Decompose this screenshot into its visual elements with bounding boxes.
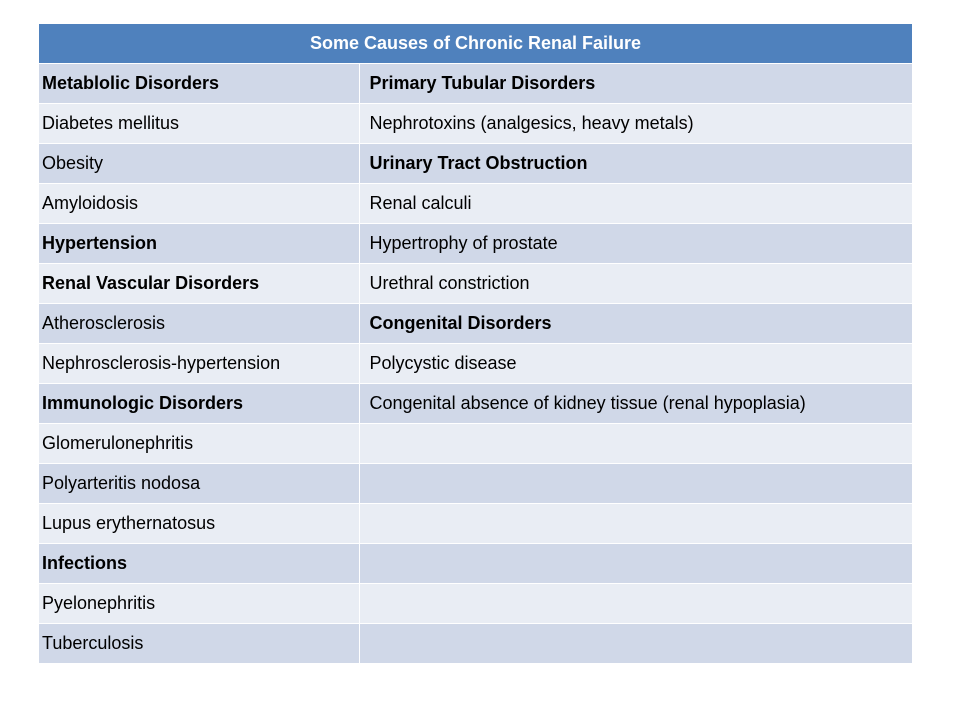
cell-cause-left: Diabetes mellitus — [39, 104, 359, 144]
cell-cause-left: Polyarteritis nodosa — [39, 464, 359, 504]
cell-cause-right — [359, 424, 912, 464]
cell-cause-left: Lupus erythernatosus — [39, 504, 359, 544]
table-row — [39, 544, 912, 584]
table-row — [39, 344, 912, 384]
cell-cause-left: Tuberculosis — [39, 624, 359, 664]
cell-cause-left: Renal Vascular Disorders — [39, 264, 359, 304]
cell-cause-right — [359, 584, 912, 624]
cell-cause-right: Renal calculi — [359, 184, 912, 224]
cell-cause-right: Primary Tubular Disorders — [359, 64, 912, 104]
cell-cause-right: Urethral constriction — [359, 264, 912, 304]
cell-cause-left: Metablolic Disorders — [39, 64, 359, 104]
table-row — [39, 584, 912, 624]
cell-cause-left: Infections — [39, 544, 359, 584]
table-row — [39, 424, 912, 464]
causes-table — [39, 24, 912, 663]
cell-cause-right — [359, 544, 912, 584]
table-row — [39, 304, 912, 344]
table-row — [39, 184, 912, 224]
cell-cause-right: Polycystic disease — [359, 344, 912, 384]
cell-cause-left: Nephrosclerosis-hypertension — [39, 344, 359, 384]
cell-cause-right: Nephrotoxins (analgesics, heavy metals) — [359, 104, 912, 144]
table-row — [39, 464, 912, 504]
cell-cause-right — [359, 504, 912, 544]
cell-cause-left: Immunologic Disorders — [39, 384, 359, 424]
cell-cause-right: Congenital Disorders — [359, 304, 912, 344]
table-row — [39, 624, 912, 664]
cell-cause-left: Amyloidosis — [39, 184, 359, 224]
cell-cause-left: Glomerulonephritis — [39, 424, 359, 464]
cell-cause-right — [359, 624, 912, 664]
cell-cause-left: Obesity — [39, 144, 359, 184]
cell-cause-right: Congenital absence of kidney tissue (renal hypoplasia) — [359, 384, 912, 424]
table-row — [39, 504, 912, 544]
table-row — [39, 384, 912, 424]
cell-cause-right: Urinary Tract Obstruction — [359, 144, 912, 184]
cell-cause-right: Hypertrophy of prostate — [359, 224, 912, 264]
table-row — [39, 264, 912, 304]
table-row — [39, 144, 912, 184]
table-row — [39, 64, 912, 104]
table-row — [39, 224, 912, 264]
cell-cause-right — [359, 464, 912, 504]
cell-cause-left: Hypertension — [39, 224, 359, 264]
table-header-row — [39, 24, 912, 64]
table-body — [39, 64, 912, 664]
table-row — [39, 104, 912, 144]
cell-cause-left: Pyelonephritis — [39, 584, 359, 624]
cell-cause-left: Atherosclerosis — [39, 304, 359, 344]
table-title: Some Causes of Chronic Renal Failure — [39, 24, 912, 64]
